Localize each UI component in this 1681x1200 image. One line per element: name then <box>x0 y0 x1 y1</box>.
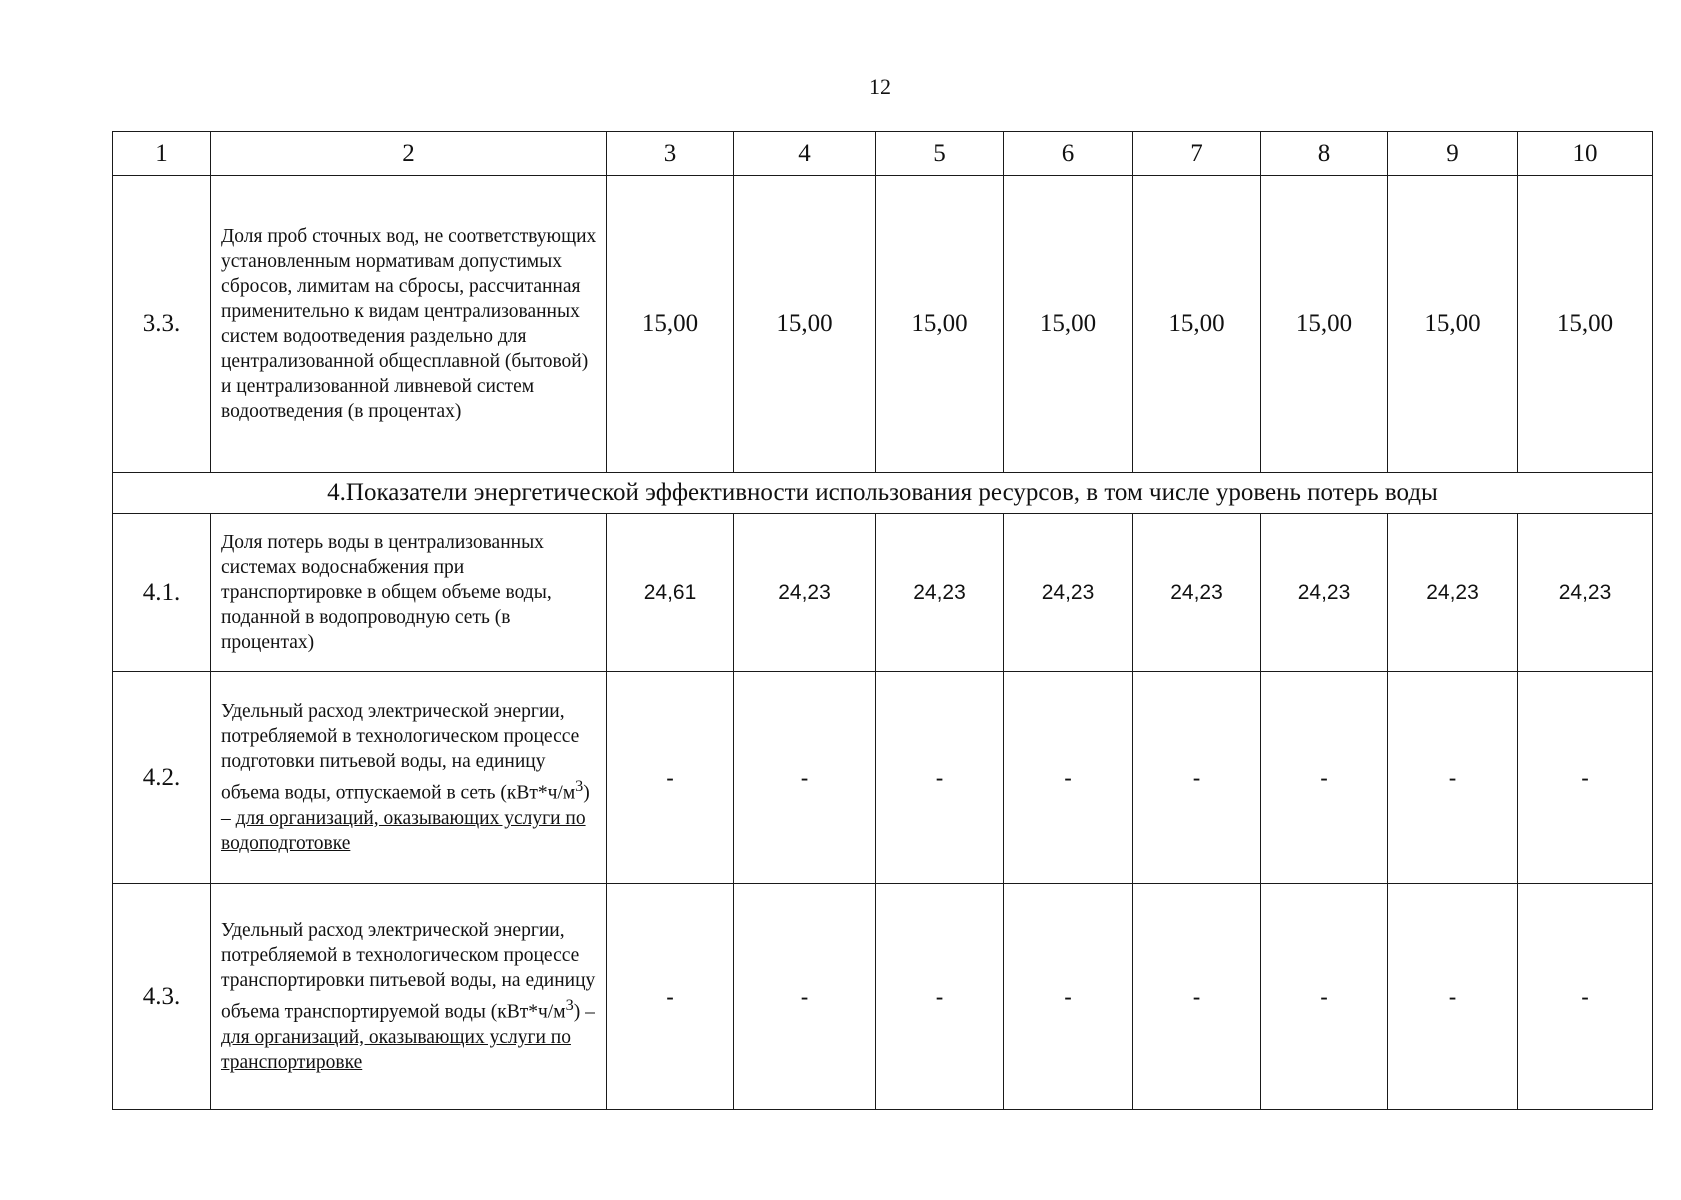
column-header: 9 <box>1388 132 1518 176</box>
row-description <box>211 884 607 1110</box>
table-row-3-3 <box>113 176 1653 473</box>
value-cell: 24,23 <box>1004 514 1133 672</box>
value-cell: 24,23 <box>1388 514 1518 672</box>
description-text-after: ) – <box>573 1001 595 1023</box>
description-text: Удельный расход электрической энергии, потребляемой в технологическом процессе подготовки питьевой воды, на единицу объема воды, отпускаемой в сеть (кВт*ч/м <box>221 701 580 804</box>
column-header: 4 <box>734 132 876 176</box>
column-header: 10 <box>1518 132 1653 176</box>
value-cell: - <box>876 672 1004 884</box>
column-header: 8 <box>1261 132 1388 176</box>
column-header: 5 <box>876 132 1004 176</box>
value-cell: - <box>1388 884 1518 1110</box>
row-number: 3.3. <box>113 176 211 473</box>
value-cell: 15,00 <box>1518 176 1653 473</box>
value-cell: - <box>1388 672 1518 884</box>
section-header: 4.Показатели энергетической эффективности использования ресурсов, в том числе уровень потерь воды <box>113 473 1653 514</box>
value-cell: - <box>876 884 1004 1110</box>
value-cell: 15,00 <box>876 176 1004 473</box>
value-cell: 24,61 <box>607 514 734 672</box>
value-cell: - <box>734 884 876 1110</box>
value-cell: - <box>1004 672 1133 884</box>
value-cell: - <box>1518 672 1653 884</box>
value-cell: - <box>607 672 734 884</box>
value-cell: - <box>1518 884 1653 1110</box>
superscript: 3 <box>565 996 574 1015</box>
table-row-4-3 <box>113 884 1653 1110</box>
value-cell: 24,23 <box>1133 514 1261 672</box>
row-description: Доля проб сточных вод, не соответствующих установленным нормативам допустимых сбросов, лимитам на сбросы, рассчитанная применительно к видам централизованных систем водоотведения раздельно для централизованной общесплавной (бытовой) и централизованной ливневой систем водоотведения (в процентах) <box>211 176 607 473</box>
value-cell: 24,23 <box>876 514 1004 672</box>
row-number: 4.2. <box>113 672 211 884</box>
value-cell: - <box>1133 672 1261 884</box>
column-header: 2 <box>211 132 607 176</box>
value-cell: - <box>607 884 734 1110</box>
value-cell: 15,00 <box>607 176 734 473</box>
section-header-row <box>113 473 1653 514</box>
row-description <box>211 672 607 884</box>
value-cell: - <box>1261 884 1388 1110</box>
value-cell: 15,00 <box>1133 176 1261 473</box>
value-cell: - <box>734 672 876 884</box>
row-description: Доля потерь воды в централизованных системах водоснабжения при транспортировке в общем объеме воды, поданной в водопроводную сеть (в процентах) <box>211 514 607 672</box>
value-cell: 15,00 <box>1388 176 1518 473</box>
description-underlined: для организаций, оказывающих услуги по водоподготовке <box>221 807 586 854</box>
table-row-4-1 <box>113 514 1653 672</box>
value-cell: - <box>1004 884 1133 1110</box>
value-cell: 24,23 <box>1518 514 1653 672</box>
value-cell: 24,23 <box>1261 514 1388 672</box>
value-cell: 24,23 <box>734 514 876 672</box>
value-cell: - <box>1261 672 1388 884</box>
value-cell: 15,00 <box>734 176 876 473</box>
table-row-4-2 <box>113 672 1653 884</box>
column-header: 7 <box>1133 132 1261 176</box>
column-header: 3 <box>607 132 734 176</box>
indicators-table <box>112 131 1653 1110</box>
superscript: 3 <box>575 777 584 796</box>
column-header: 1 <box>113 132 211 176</box>
description-underlined: для организаций, оказывающих услуги по транспортировке <box>221 1026 571 1073</box>
value-cell: 15,00 <box>1004 176 1133 473</box>
column-header: 6 <box>1004 132 1133 176</box>
row-number: 4.3. <box>113 884 211 1110</box>
description-text: Удельный расход электрической энергии, потребляемой в технологическом процессе транспортировки питьевой воды, на единицу объема транспортируемой воды (кВт*ч/м <box>221 920 596 1023</box>
value-cell: - <box>1133 884 1261 1110</box>
value-cell: 15,00 <box>1261 176 1388 473</box>
description-text-after: ) – <box>221 782 590 829</box>
row-number: 4.1. <box>113 514 211 672</box>
page-number: 12 <box>869 74 891 99</box>
column-header-row <box>113 132 1653 176</box>
